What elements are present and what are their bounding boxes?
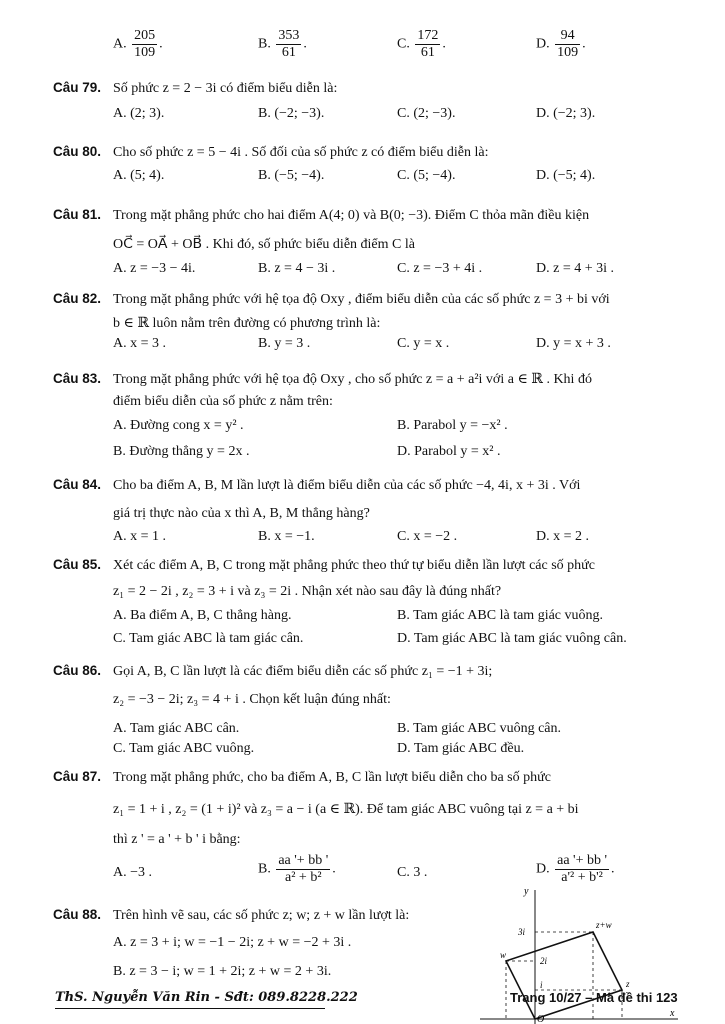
option-c: C. x = −2 .	[397, 529, 458, 544]
guide-lines	[506, 932, 622, 1019]
option-d: D. (−2; 3).	[536, 106, 596, 121]
option-d: D. Tam giác ABC đều.	[397, 741, 525, 756]
option-c: C. (5; −4).	[397, 168, 456, 183]
option-b: B. z = 4 − 3i .	[258, 261, 336, 276]
option-b: B. (−2; −3).	[258, 106, 325, 121]
option-a: A. x = 1 .	[113, 529, 167, 544]
option-label: A.	[113, 36, 127, 52]
option-b: B. $\frac{aa '+ bb '}{\text{a² + b²}}$ .	[258, 853, 336, 885]
option-c: B. Đường thẳng y = 2x .	[113, 444, 250, 459]
question-stem-line-1: Xét các điểm A, B, C trong mặt phẳng phức theo thứ tự biểu diễn lần lượt các số phức	[113, 558, 595, 573]
label-3i: 3i	[518, 927, 526, 937]
option-a: A. x = 3 .	[113, 336, 167, 351]
option-d: D. x = 2 .	[536, 529, 590, 544]
option-b: B. Parabol y = −x² .	[397, 418, 508, 433]
option-a: A. Đường cong x = y² .	[113, 418, 244, 433]
option-d: D. z = 4 + 3i .	[536, 261, 615, 276]
question-number: Câu 82.	[53, 291, 102, 306]
label-i: i	[540, 980, 543, 990]
option-a: A. (5; 4).	[113, 168, 165, 183]
option-a: A. Tam giác ABC cân.	[113, 721, 240, 736]
option-d: D. $\frac{aa '+ bb '}{\text{a'² + b'²}}$ .	[536, 853, 615, 885]
option-a: A. $\frac{205}{109}$ .	[113, 28, 163, 60]
question-stem: Số phức z = 2 − 3i có điểm biểu diễn là:	[113, 81, 338, 96]
fraction: $\frac{172}{61}$	[417, 28, 439, 60]
question-stem-line-1: Trong mặt phẳng phức, cho ba điểm A, B, C lần lượt biểu diễn cho ba số phức	[113, 770, 551, 785]
y-axis-label: y	[524, 886, 529, 897]
option-a: A. −3 .	[113, 865, 153, 880]
question-stem-line-2: OC⃗ = OA⃗ + OB⃗ . Khi đó, số phức biểu diễn điểm C là	[113, 237, 415, 252]
option-c: C. Tam giác ABC vuông.	[113, 741, 255, 756]
question-number: Câu 80.	[53, 144, 102, 159]
question-stem-line-3: thì z ' = a ' + b ' i bằng:	[113, 832, 241, 847]
label-z: z	[626, 979, 630, 989]
option-d: D. $\frac{94}{109}$ .	[536, 28, 586, 60]
fraction: $\frac{94}{109}$	[557, 28, 579, 60]
option-b: B. z = 3 − i; w = 1 + 2i; z + w = 2 + 3i.	[113, 964, 332, 979]
x-axis-label: x	[670, 1008, 675, 1019]
question-number: Câu 85.	[53, 557, 102, 572]
option-d: D. (−5; 4).	[536, 168, 596, 183]
question-number: Câu 87.	[53, 769, 102, 784]
question-number: Câu 84.	[53, 477, 102, 492]
question-number: Câu 79.	[53, 80, 102, 95]
option-d: D. Parabol y = x² .	[397, 444, 501, 459]
question-stem-line-1: Cho ba điểm A, B, M lần lượt là điểm biểu diễn của các số phức −4, 4i, x + 3i . Với	[113, 478, 581, 493]
question-stem-line-2: điểm biểu diễn của số phức z nằm trên:	[113, 394, 333, 409]
fraction: $\frac{205}{109}$	[134, 28, 156, 60]
label-w: w	[500, 950, 507, 960]
question-stem: Trên hình vẽ sau, các số phức z; w; z + w lần lượt là:	[113, 908, 410, 923]
option-c: C. $\frac{172}{61}$ .	[397, 28, 446, 60]
option-b: B. (−5; −4).	[258, 168, 325, 183]
question-stem-line-2: b ∈ ℝ luôn nằm trên đường có phương trình là:	[113, 316, 381, 331]
option-b: B. $\frac{353}{61}$ .	[258, 28, 307, 60]
option-d: D. Tam giác ABC là tam giác vuông cân.	[397, 631, 627, 646]
fraction: $\frac{aa '+ bb '}{\text{a² + b²}}$	[278, 853, 329, 885]
option-b: B. y = 3 .	[258, 336, 311, 351]
option-d: D. y = x + 3 .	[536, 336, 611, 351]
footer-author: ThS. Nguyễn Văn Rin - Sđt: 089.8228.222	[55, 990, 358, 1005]
question-stem-line-2: z₂ = −3 − 2i; z₃ = 4 + i . Chọn kết luận đúng nhất:	[113, 692, 391, 707]
question-stem: Cho số phức z = 5 − 4i . Số đối của số phức z có điểm biểu diễn là:	[113, 145, 489, 160]
option-c: C. 3 .	[397, 865, 428, 880]
question-number: Câu 86.	[53, 663, 102, 678]
question-stem-line-1: Gọi A, B, C lần lượt là các điểm biểu diễn các số phức z₁ = −1 + 3i;	[113, 664, 493, 679]
option-a: A. z = −3 − 4i.	[113, 261, 196, 276]
question-stem-line-1: Trong mặt phẳng phức với hệ tọa độ Oxy , cho số phức z = a + a²i với a ∈ ℝ . Khi đó	[113, 372, 592, 387]
option-b: B. Tam giác ABC là tam giác vuông.	[397, 608, 604, 623]
option-c: C. Tam giác ABC là tam giác cân.	[113, 631, 304, 646]
option-c: C. (2; −3).	[397, 106, 456, 121]
option-a: A. z = 3 + i; w = −1 − 2i; z + w = −2 + 3i .	[113, 935, 352, 950]
parallelogram	[506, 932, 622, 1019]
option-b: B. Tam giác ABC vuông cân.	[397, 721, 562, 736]
label-z-plus-w: z+w	[596, 920, 612, 930]
option-a: A. (2; 3).	[113, 106, 165, 121]
option-b: B. x = −1.	[258, 529, 315, 544]
question-number: Câu 83.	[53, 371, 102, 386]
footer-divider	[55, 1008, 325, 1009]
origin-label: O	[537, 1014, 545, 1024]
question-number: Câu 81.	[53, 207, 102, 222]
option-c: C. y = x .	[397, 336, 450, 351]
option-a: A. Ba điểm A, B, C thẳng hàng.	[113, 608, 292, 623]
label-2i: 2i	[540, 956, 548, 966]
option-c: C. z = −3 + 4i .	[397, 261, 483, 276]
question-stem-line-2: giá trị thực nào của x thì A, B, M thẳng hàng?	[113, 506, 370, 521]
fraction: $\frac{353}{61}$	[278, 28, 300, 60]
question-stem-line-1: Trong mặt phẳng phức cho hai điểm A(4; 0) và B(0; −3). Điểm C thỏa mãn điều kiện	[113, 208, 590, 223]
fraction: $\frac{aa '+ bb '}{\text{a'² + b'²}}$	[557, 853, 607, 885]
question-stem-line-2: z₁ = 1 + i , z₂ = (1 + i)² và z₃ = a − i (a ∈ ℝ). Để tam giác ABC vuông tại z = a + bi	[113, 802, 579, 817]
question-stem-line-2: z₁ = 2 − 2i , z₂ = 3 + i và z₃ = 2i . Nhận xét nào sau đây là đúng nhất?	[113, 584, 502, 599]
footer-page-info: Trang 10/27 – Mã đề thi 123	[510, 990, 678, 1005]
question-stem-line-1: Trong mặt phẳng phức với hệ tọa độ Oxy , điểm biểu diễn của các số phức z = 3 + bi với	[113, 292, 610, 307]
question-number: Câu 88.	[53, 907, 102, 922]
